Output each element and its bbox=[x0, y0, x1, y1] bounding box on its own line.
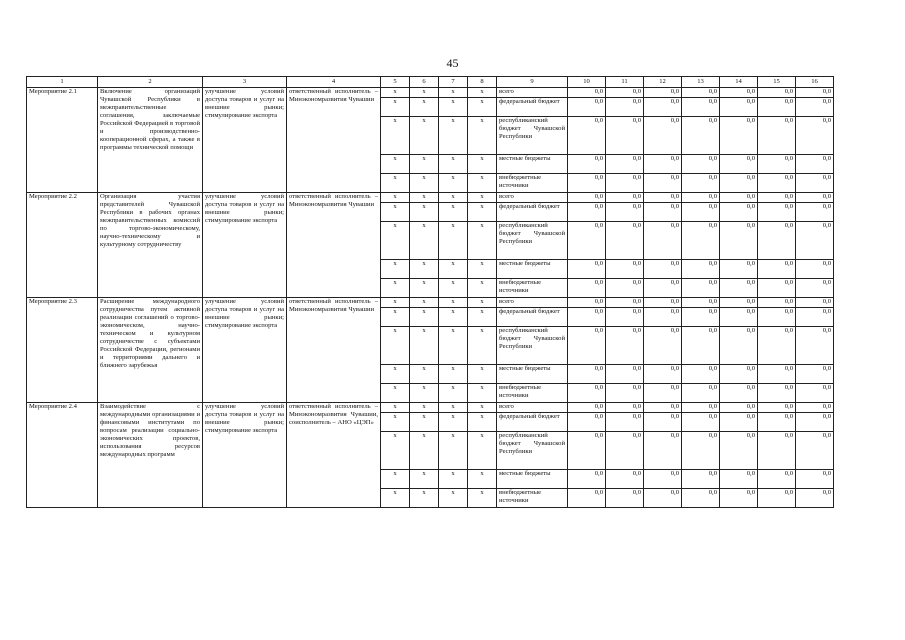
code-mark: x bbox=[439, 470, 468, 489]
funding-source: федеральный бюджет bbox=[497, 98, 568, 117]
funding-value: 0,0 bbox=[720, 327, 758, 365]
funding-value: 0,0 bbox=[568, 489, 606, 508]
funding-value: 0,0 bbox=[682, 403, 720, 413]
code-mark: x bbox=[410, 155, 439, 174]
code-mark: x bbox=[468, 384, 497, 403]
funding-value: 0,0 bbox=[568, 470, 606, 489]
funding-value: 0,0 bbox=[644, 88, 682, 98]
funding-source: всего bbox=[497, 298, 568, 308]
code-mark: x bbox=[410, 98, 439, 117]
code-mark: x bbox=[381, 222, 410, 260]
funding-value: 0,0 bbox=[606, 88, 644, 98]
funding-value: 0,0 bbox=[796, 489, 834, 508]
code-mark: x bbox=[381, 327, 410, 365]
funding-value: 0,0 bbox=[606, 279, 644, 298]
code-mark: x bbox=[439, 222, 468, 260]
measure-code: Мероприятие 2.2 bbox=[27, 193, 98, 298]
funding-value: 0,0 bbox=[644, 174, 682, 193]
funding-value: 0,0 bbox=[682, 260, 720, 279]
funding-value: 0,0 bbox=[644, 222, 682, 260]
funding-value: 0,0 bbox=[606, 327, 644, 365]
funding-value: 0,0 bbox=[758, 489, 796, 508]
funding-value: 0,0 bbox=[644, 384, 682, 403]
program-table bbox=[26, 76, 834, 508]
funding-value: 0,0 bbox=[568, 327, 606, 365]
funding-value: 0,0 bbox=[568, 384, 606, 403]
measure-code: Мероприятие 2.4 bbox=[27, 403, 98, 508]
code-mark: x bbox=[381, 117, 410, 155]
measure-name: Взаимодействие с международными организациями и финансовыми институтами по вопросам реализации социально-экономических проектов, использования ресурсов международных программ bbox=[98, 403, 203, 508]
funding-value: 0,0 bbox=[758, 384, 796, 403]
funding-source: федеральный бюджет bbox=[497, 308, 568, 327]
code-mark: x bbox=[410, 308, 439, 327]
column-number-row bbox=[27, 77, 834, 88]
code-mark: x bbox=[468, 222, 497, 260]
funding-value: 0,0 bbox=[568, 174, 606, 193]
code-mark: x bbox=[439, 403, 468, 413]
funding-value: 0,0 bbox=[568, 203, 606, 222]
funding-value: 0,0 bbox=[568, 98, 606, 117]
code-mark: x bbox=[381, 365, 410, 384]
code-mark: x bbox=[410, 203, 439, 222]
code-mark: x bbox=[439, 193, 468, 203]
funding-source: местные бюджеты bbox=[497, 260, 568, 279]
funding-value: 0,0 bbox=[606, 489, 644, 508]
funding-value: 0,0 bbox=[644, 413, 682, 432]
funding-value: 0,0 bbox=[720, 203, 758, 222]
funding-value: 0,0 bbox=[606, 365, 644, 384]
column-number: 5 bbox=[381, 77, 410, 88]
funding-value: 0,0 bbox=[682, 489, 720, 508]
table-row bbox=[27, 403, 834, 413]
code-mark: x bbox=[468, 327, 497, 365]
measure-code: Мероприятие 2.3 bbox=[27, 298, 98, 403]
funding-value: 0,0 bbox=[796, 88, 834, 98]
funding-value: 0,0 bbox=[720, 365, 758, 384]
code-mark: x bbox=[439, 432, 468, 470]
code-mark: x bbox=[468, 403, 497, 413]
code-mark: x bbox=[468, 365, 497, 384]
executor: ответственный исполнитель – Минэкономразвития Чувашии bbox=[287, 193, 381, 298]
funding-source: всего bbox=[497, 403, 568, 413]
funding-value: 0,0 bbox=[720, 432, 758, 470]
funding-value: 0,0 bbox=[720, 98, 758, 117]
funding-value: 0,0 bbox=[758, 298, 796, 308]
funding-source: внебюджетные источники bbox=[497, 489, 568, 508]
funding-value: 0,0 bbox=[644, 365, 682, 384]
code-mark: x bbox=[410, 298, 439, 308]
measure-code: Мероприятие 2.1 bbox=[27, 88, 98, 193]
funding-value: 0,0 bbox=[606, 260, 644, 279]
funding-value: 0,0 bbox=[758, 203, 796, 222]
funding-value: 0,0 bbox=[758, 155, 796, 174]
measure-name: Расширение международного сотрудничества путем активной реализации соглашений о торгово-экономическом, научно-техническом и культурном сотрудничестве с субъектами Российской Федерации, регионами и территориями дальнего и ближнего зарубежья bbox=[98, 298, 203, 403]
funding-value: 0,0 bbox=[568, 155, 606, 174]
code-mark: x bbox=[410, 88, 439, 98]
column-number: 1 bbox=[27, 77, 98, 88]
code-mark: x bbox=[410, 117, 439, 155]
funding-value: 0,0 bbox=[720, 489, 758, 508]
expected-result: улучшение условий доступа товаров и услуг на внешние рынки; стимулирование экспорта bbox=[203, 193, 287, 298]
code-mark: x bbox=[381, 403, 410, 413]
funding-value: 0,0 bbox=[606, 403, 644, 413]
code-mark: x bbox=[381, 155, 410, 174]
funding-value: 0,0 bbox=[568, 365, 606, 384]
funding-source: местные бюджеты bbox=[497, 365, 568, 384]
code-mark: x bbox=[439, 260, 468, 279]
funding-value: 0,0 bbox=[606, 155, 644, 174]
funding-value: 0,0 bbox=[796, 403, 834, 413]
funding-value: 0,0 bbox=[644, 117, 682, 155]
funding-value: 0,0 bbox=[682, 365, 720, 384]
funding-value: 0,0 bbox=[720, 308, 758, 327]
code-mark: x bbox=[468, 174, 497, 193]
funding-value: 0,0 bbox=[644, 403, 682, 413]
funding-value: 0,0 bbox=[568, 88, 606, 98]
table-body bbox=[27, 88, 834, 508]
funding-value: 0,0 bbox=[682, 117, 720, 155]
funding-value: 0,0 bbox=[606, 308, 644, 327]
funding-value: 0,0 bbox=[682, 470, 720, 489]
funding-value: 0,0 bbox=[796, 384, 834, 403]
funding-value: 0,0 bbox=[568, 403, 606, 413]
funding-value: 0,0 bbox=[606, 117, 644, 155]
funding-value: 0,0 bbox=[644, 327, 682, 365]
column-number: 16 bbox=[796, 77, 834, 88]
funding-source: федеральный бюджет bbox=[497, 203, 568, 222]
code-mark: x bbox=[468, 298, 497, 308]
funding-value: 0,0 bbox=[682, 298, 720, 308]
code-mark: x bbox=[439, 98, 468, 117]
funding-value: 0,0 bbox=[682, 432, 720, 470]
code-mark: x bbox=[381, 298, 410, 308]
funding-value: 0,0 bbox=[796, 470, 834, 489]
funding-value: 0,0 bbox=[720, 117, 758, 155]
code-mark: x bbox=[410, 327, 439, 365]
funding-source: внебюджетные источники bbox=[497, 384, 568, 403]
funding-value: 0,0 bbox=[758, 98, 796, 117]
code-mark: x bbox=[468, 308, 497, 327]
funding-value: 0,0 bbox=[720, 298, 758, 308]
funding-value: 0,0 bbox=[796, 155, 834, 174]
funding-value: 0,0 bbox=[644, 308, 682, 327]
page-number: 45 bbox=[446, 56, 459, 70]
funding-value: 0,0 bbox=[568, 308, 606, 327]
funding-value: 0,0 bbox=[720, 174, 758, 193]
code-mark: x bbox=[468, 470, 497, 489]
funding-value: 0,0 bbox=[758, 365, 796, 384]
funding-value: 0,0 bbox=[644, 260, 682, 279]
code-mark: x bbox=[468, 88, 497, 98]
funding-source: всего bbox=[497, 193, 568, 203]
code-mark: x bbox=[410, 260, 439, 279]
table-row bbox=[27, 298, 834, 308]
funding-value: 0,0 bbox=[606, 470, 644, 489]
code-mark: x bbox=[410, 413, 439, 432]
funding-value: 0,0 bbox=[644, 193, 682, 203]
funding-value: 0,0 bbox=[568, 432, 606, 470]
funding-value: 0,0 bbox=[682, 279, 720, 298]
executor: ответственный исполнитель – Минэкономразвития Чувашии, соисполнитель – АНО «ЦЭП» bbox=[287, 403, 381, 508]
funding-value: 0,0 bbox=[682, 174, 720, 193]
column-number: 7 bbox=[439, 77, 468, 88]
code-mark: x bbox=[439, 174, 468, 193]
code-mark: x bbox=[410, 222, 439, 260]
funding-value: 0,0 bbox=[796, 298, 834, 308]
funding-value: 0,0 bbox=[720, 88, 758, 98]
code-mark: x bbox=[381, 279, 410, 298]
funding-source: всего bbox=[497, 88, 568, 98]
expected-result: улучшение условий доступа товаров и услуг на внешние рынки; стимулирование экспорта bbox=[203, 298, 287, 403]
code-mark: x bbox=[381, 260, 410, 279]
code-mark: x bbox=[439, 327, 468, 365]
code-mark: x bbox=[381, 432, 410, 470]
code-mark: x bbox=[468, 413, 497, 432]
code-mark: x bbox=[410, 174, 439, 193]
funding-value: 0,0 bbox=[796, 308, 834, 327]
code-mark: x bbox=[468, 98, 497, 117]
funding-value: 0,0 bbox=[796, 117, 834, 155]
funding-value: 0,0 bbox=[606, 298, 644, 308]
funding-value: 0,0 bbox=[644, 203, 682, 222]
funding-value: 0,0 bbox=[568, 222, 606, 260]
funding-value: 0,0 bbox=[758, 432, 796, 470]
funding-source: республиканский бюджет Чувашской Республики bbox=[497, 222, 568, 260]
funding-value: 0,0 bbox=[644, 489, 682, 508]
funding-value: 0,0 bbox=[758, 413, 796, 432]
code-mark: x bbox=[381, 98, 410, 117]
code-mark: x bbox=[468, 193, 497, 203]
funding-value: 0,0 bbox=[758, 327, 796, 365]
code-mark: x bbox=[439, 365, 468, 384]
funding-value: 0,0 bbox=[758, 117, 796, 155]
funding-value: 0,0 bbox=[720, 384, 758, 403]
code-mark: x bbox=[410, 403, 439, 413]
column-number: 12 bbox=[644, 77, 682, 88]
funding-value: 0,0 bbox=[796, 413, 834, 432]
funding-value: 0,0 bbox=[682, 88, 720, 98]
code-mark: x bbox=[381, 470, 410, 489]
table-row bbox=[27, 88, 834, 98]
code-mark: x bbox=[381, 174, 410, 193]
funding-value: 0,0 bbox=[758, 222, 796, 260]
funding-value: 0,0 bbox=[606, 222, 644, 260]
funding-value: 0,0 bbox=[606, 174, 644, 193]
funding-value: 0,0 bbox=[758, 470, 796, 489]
code-mark: x bbox=[381, 489, 410, 508]
funding-source: местные бюджеты bbox=[497, 470, 568, 489]
funding-value: 0,0 bbox=[606, 98, 644, 117]
executor: ответственный исполнитель – Минэкономразвития Чувашии bbox=[287, 298, 381, 403]
column-number: 10 bbox=[568, 77, 606, 88]
funding-value: 0,0 bbox=[682, 308, 720, 327]
funding-value: 0,0 bbox=[758, 88, 796, 98]
code-mark: x bbox=[468, 260, 497, 279]
code-mark: x bbox=[468, 432, 497, 470]
column-number: 13 bbox=[682, 77, 720, 88]
funding-value: 0,0 bbox=[758, 403, 796, 413]
funding-value: 0,0 bbox=[606, 203, 644, 222]
code-mark: x bbox=[468, 489, 497, 508]
code-mark: x bbox=[439, 117, 468, 155]
column-number: 3 bbox=[203, 77, 287, 88]
code-mark: x bbox=[381, 203, 410, 222]
funding-value: 0,0 bbox=[682, 155, 720, 174]
funding-value: 0,0 bbox=[568, 413, 606, 432]
funding-value: 0,0 bbox=[682, 413, 720, 432]
funding-value: 0,0 bbox=[720, 403, 758, 413]
expected-result: улучшение условий доступа товаров и услуг на внешние рынки; стимулирование экспорта bbox=[203, 88, 287, 193]
code-mark: x bbox=[410, 470, 439, 489]
code-mark: x bbox=[410, 432, 439, 470]
code-mark: x bbox=[410, 384, 439, 403]
funding-value: 0,0 bbox=[796, 327, 834, 365]
code-mark: x bbox=[410, 365, 439, 384]
code-mark: x bbox=[381, 193, 410, 203]
code-mark: x bbox=[439, 203, 468, 222]
funding-value: 0,0 bbox=[720, 413, 758, 432]
code-mark: x bbox=[468, 203, 497, 222]
funding-value: 0,0 bbox=[796, 193, 834, 203]
funding-value: 0,0 bbox=[568, 193, 606, 203]
code-mark: x bbox=[381, 88, 410, 98]
funding-value: 0,0 bbox=[682, 193, 720, 203]
funding-value: 0,0 bbox=[644, 298, 682, 308]
funding-value: 0,0 bbox=[796, 174, 834, 193]
funding-value: 0,0 bbox=[606, 413, 644, 432]
column-number: 4 bbox=[287, 77, 381, 88]
code-mark: x bbox=[381, 384, 410, 403]
column-number: 9 bbox=[497, 77, 568, 88]
code-mark: x bbox=[439, 413, 468, 432]
funding-value: 0,0 bbox=[796, 222, 834, 260]
funding-value: 0,0 bbox=[796, 98, 834, 117]
funding-value: 0,0 bbox=[644, 470, 682, 489]
funding-value: 0,0 bbox=[644, 279, 682, 298]
funding-value: 0,0 bbox=[606, 384, 644, 403]
code-mark: x bbox=[468, 155, 497, 174]
funding-value: 0,0 bbox=[796, 260, 834, 279]
funding-value: 0,0 bbox=[682, 98, 720, 117]
funding-value: 0,0 bbox=[796, 432, 834, 470]
measure-name: Организация участия представителей Чувашской Республики в рабочих органах межправительственных комиссий по торгово-экономическому, научно-техническому и культурному сотрудничеству bbox=[98, 193, 203, 298]
funding-value: 0,0 bbox=[720, 155, 758, 174]
code-mark: x bbox=[468, 279, 497, 298]
column-number: 8 bbox=[468, 77, 497, 88]
funding-value: 0,0 bbox=[796, 279, 834, 298]
code-mark: x bbox=[381, 413, 410, 432]
column-number: 11 bbox=[606, 77, 644, 88]
column-number: 15 bbox=[758, 77, 796, 88]
column-number: 14 bbox=[720, 77, 758, 88]
code-mark: x bbox=[439, 489, 468, 508]
code-mark: x bbox=[468, 117, 497, 155]
funding-value: 0,0 bbox=[758, 308, 796, 327]
code-mark: x bbox=[439, 298, 468, 308]
funding-value: 0,0 bbox=[682, 222, 720, 260]
funding-value: 0,0 bbox=[796, 203, 834, 222]
funding-source: местные бюджеты bbox=[497, 155, 568, 174]
funding-source: федеральный бюджет bbox=[497, 413, 568, 432]
funding-value: 0,0 bbox=[568, 117, 606, 155]
funding-value: 0,0 bbox=[644, 98, 682, 117]
code-mark: x bbox=[439, 384, 468, 403]
funding-source: внебюджетные источники bbox=[497, 279, 568, 298]
funding-value: 0,0 bbox=[758, 279, 796, 298]
funding-source: республиканский бюджет Чувашской Республики bbox=[497, 432, 568, 470]
funding-value: 0,0 bbox=[682, 203, 720, 222]
code-mark: x bbox=[439, 155, 468, 174]
funding-value: 0,0 bbox=[758, 260, 796, 279]
code-mark: x bbox=[439, 88, 468, 98]
code-mark: x bbox=[410, 489, 439, 508]
table-row bbox=[27, 193, 834, 203]
funding-source: внебюджетные источники bbox=[497, 174, 568, 193]
funding-value: 0,0 bbox=[720, 279, 758, 298]
funding-value: 0,0 bbox=[568, 279, 606, 298]
funding-value: 0,0 bbox=[644, 432, 682, 470]
funding-value: 0,0 bbox=[568, 298, 606, 308]
funding-value: 0,0 bbox=[682, 384, 720, 403]
funding-value: 0,0 bbox=[606, 432, 644, 470]
funding-value: 0,0 bbox=[682, 327, 720, 365]
code-mark: x bbox=[439, 279, 468, 298]
funding-value: 0,0 bbox=[644, 155, 682, 174]
code-mark: x bbox=[439, 308, 468, 327]
funding-value: 0,0 bbox=[720, 193, 758, 203]
funding-value: 0,0 bbox=[568, 260, 606, 279]
funding-value: 0,0 bbox=[720, 470, 758, 489]
funding-value: 0,0 bbox=[796, 365, 834, 384]
code-mark: x bbox=[410, 279, 439, 298]
funding-value: 0,0 bbox=[720, 222, 758, 260]
funding-value: 0,0 bbox=[720, 260, 758, 279]
column-number: 6 bbox=[410, 77, 439, 88]
measure-name: Включение организаций Чувашской Республики в межправительственные соглашения, заключаемые Российской Федерацией в торговой и производственно-кооперационной сферах, а также в программы технической помощи bbox=[98, 88, 203, 193]
funding-source: республиканский бюджет Чувашской Республики bbox=[497, 117, 568, 155]
funding-value: 0,0 bbox=[758, 174, 796, 193]
funding-source: республиканский бюджет Чувашской Республики bbox=[497, 327, 568, 365]
code-mark: x bbox=[381, 308, 410, 327]
column-number: 2 bbox=[98, 77, 203, 88]
executor: ответственный исполнитель – Минэкономразвития Чувашии bbox=[287, 88, 381, 193]
funding-value: 0,0 bbox=[758, 193, 796, 203]
code-mark: x bbox=[410, 193, 439, 203]
expected-result: улучшение условий доступа товаров и услуг на внешние рынки; стимулирование экспорта bbox=[203, 403, 287, 508]
funding-value: 0,0 bbox=[606, 193, 644, 203]
